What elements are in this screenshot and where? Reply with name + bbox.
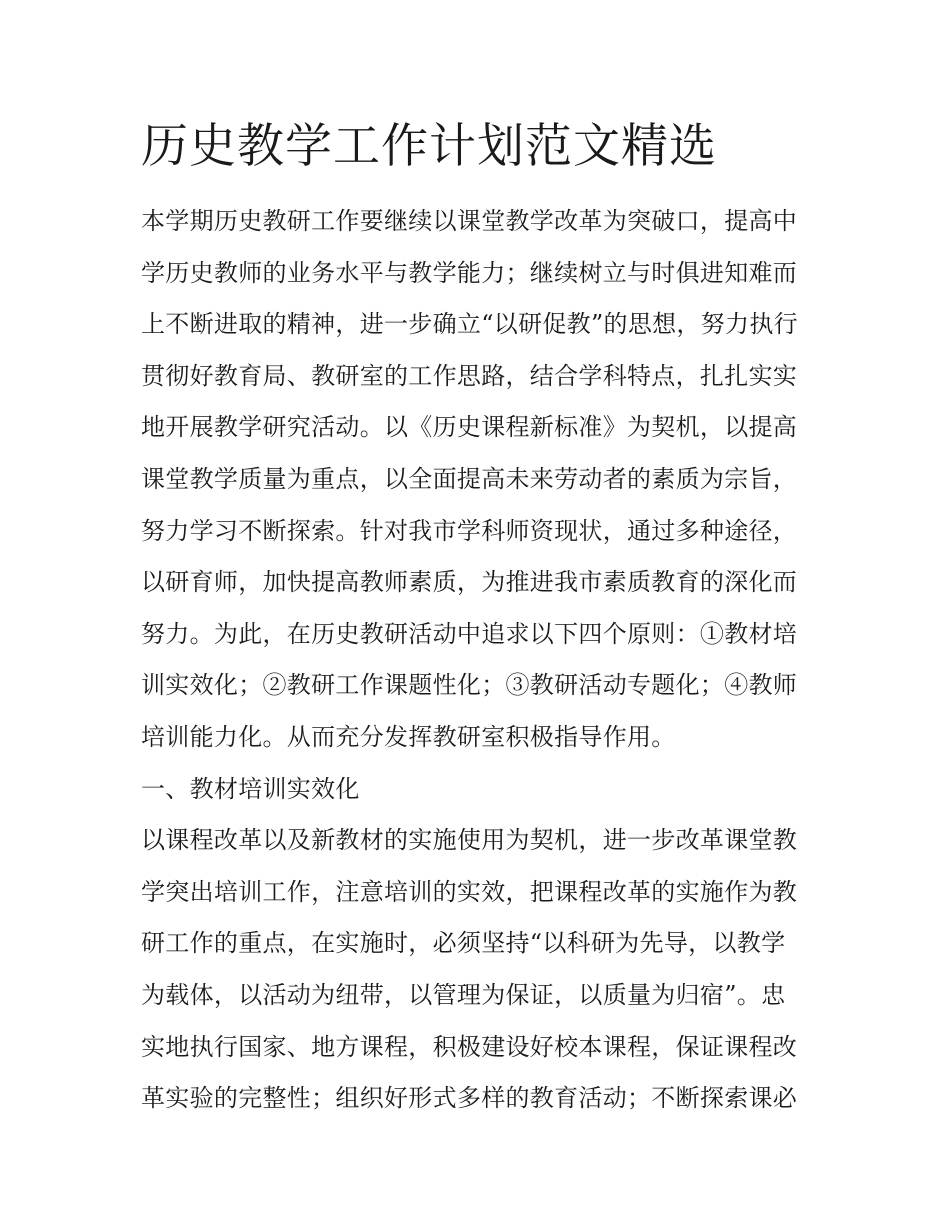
- text-line: 学历史教师的业务水平与教学能力；继续树立与时俱进知难而: [141, 258, 798, 287]
- document-title: 历史教学工作计划范文精选: [141, 119, 717, 174]
- text-line: 学突出培训工作，注意培训的实效，把课程改革的实施作为教: [141, 877, 798, 906]
- text-line: 为载体，以活动为纽带，以管理为保证，以质量为归宿”。忠: [141, 980, 786, 1009]
- text-line: 课堂教学质量为重点，以全面提高未来劳动者的素质为宗旨，: [141, 464, 798, 493]
- text-line: 贯彻好教育局、教研室的工作思路，结合学科特点，扎扎实实: [141, 361, 798, 390]
- text-line: 研工作的重点，在实施时，必须坚持“以科研为先导，以教学: [141, 929, 786, 958]
- text-line: 努力学习不断探索。针对我市学科师资现状，通过多种途径，: [141, 516, 798, 545]
- text-line: 地开展教学研究活动。以《历史课程新标准》为契机，以提高: [141, 413, 798, 442]
- section-heading: 一、教材培训实效化: [141, 774, 360, 803]
- text-line: 实地执行国家、地方课程，积极建设好校本课程，保证课程改: [141, 1032, 798, 1061]
- text-line: 上不断进取的精神，进一步确立“以研促教”的思想，努力执行: [141, 310, 798, 339]
- text-line: 本学期历史教研工作要继续以课堂教学改革为突破口，提高中: [141, 207, 798, 235]
- text-line: 以研育师，加快提高教师素质，为推进我市素质教育的深化而: [141, 568, 798, 597]
- document-body: [141, 196, 813, 1125]
- text-line: 革实验的完整性；组织好形式多样的教育活动；不断探索课必: [141, 1084, 798, 1113]
- text-line: 以课程改革以及新教材的实施使用为契机，进一步改革课堂教: [141, 826, 798, 855]
- text-line: 训实效化；②教研工作课题性化；③教研活动专题化；④教师: [141, 671, 798, 700]
- text-line: 努力。为此，在历史教研活动中追求以下四个原则：①教材培: [141, 619, 798, 648]
- text-line: 培训能力化。从而充分发挥教研室积极指导作用。: [141, 722, 676, 751]
